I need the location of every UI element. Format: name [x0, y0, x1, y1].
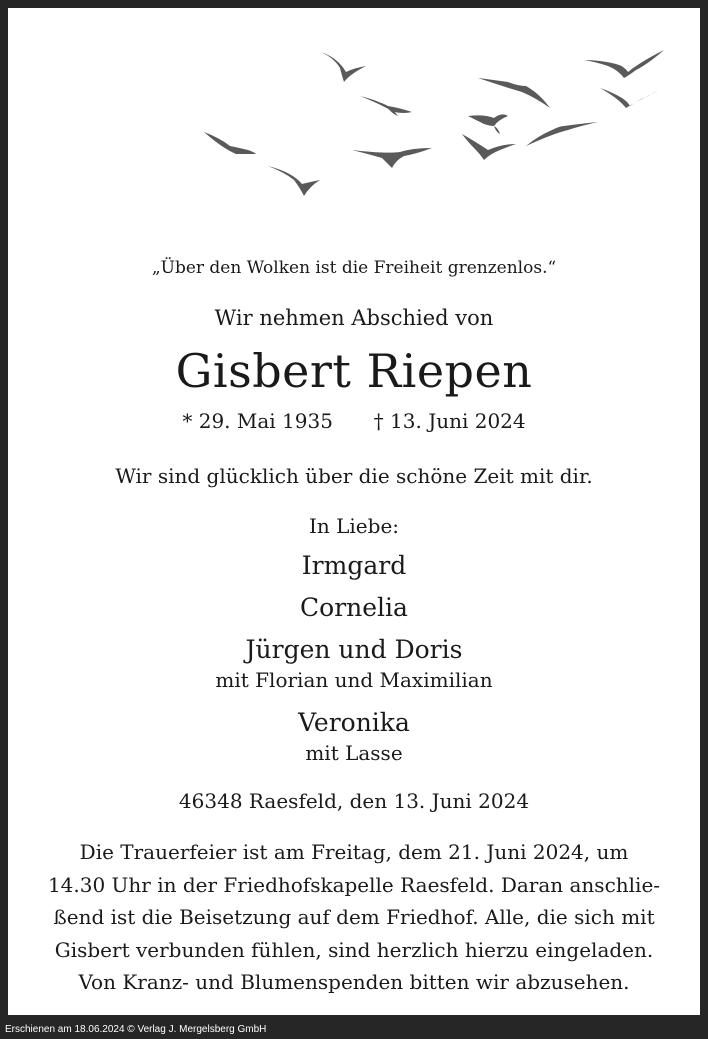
epigraph-quote: „Über den Wolken ist die Freiheit grenzenlos.“ — [151, 258, 557, 278]
in-love-label: In Liebe: — [308, 514, 400, 538]
mourner-name: Veronika — [298, 708, 410, 737]
announcement-line: Von Kranz- und Blumenspenden bitten wir abzusehen. — [78, 970, 630, 994]
farewell-intro: Wir nehmen Abschied von — [214, 306, 494, 330]
mourner-name: Jürgen und Doris — [245, 635, 463, 664]
deceased-name: Gisbert Riepen — [175, 344, 533, 398]
mourner-sub: mit Lasse — [305, 741, 403, 765]
farewell-message: Wir sind glücklich über die schöne Zeit mit dir. — [115, 464, 593, 488]
mourner-name: Irmgard — [301, 551, 407, 580]
announcement-line: Die Trauerfeier ist am Freitag, dem 21. Juni 2024, um — [79, 840, 629, 864]
publication-credit: Erschienen am 18.06.2024 © Verlag J. Mergelsberg GmbH — [5, 1024, 267, 1035]
death-date: † 13. Juni 2024 — [373, 409, 526, 433]
announcement-line: 14.30 Uhr in der Friedhofskapelle Raesfeld. Daran anschlie- — [47, 872, 661, 897]
obituary-notice — [8, 8, 700, 1015]
announcement-line: ßend ist die Beisetzung auf dem Friedhof. Alle, die sich mit — [53, 905, 655, 929]
place-and-date: 46348 Raesfeld, den 13. Juni 2024 — [178, 789, 530, 813]
mourner-name: Cornelia — [300, 593, 408, 622]
flying-birds-icon — [8, 8, 700, 218]
announcement-line: Gisbert verbunden fühlen, sind herzlich hierzu eingeladen. — [54, 937, 654, 962]
birth-date: * 29. Mai 1935 — [182, 409, 333, 433]
funeral-announcement — [8, 836, 700, 999]
mourner-sub: mit Florian und Maximilian — [215, 668, 493, 692]
life-dates — [8, 409, 700, 433]
